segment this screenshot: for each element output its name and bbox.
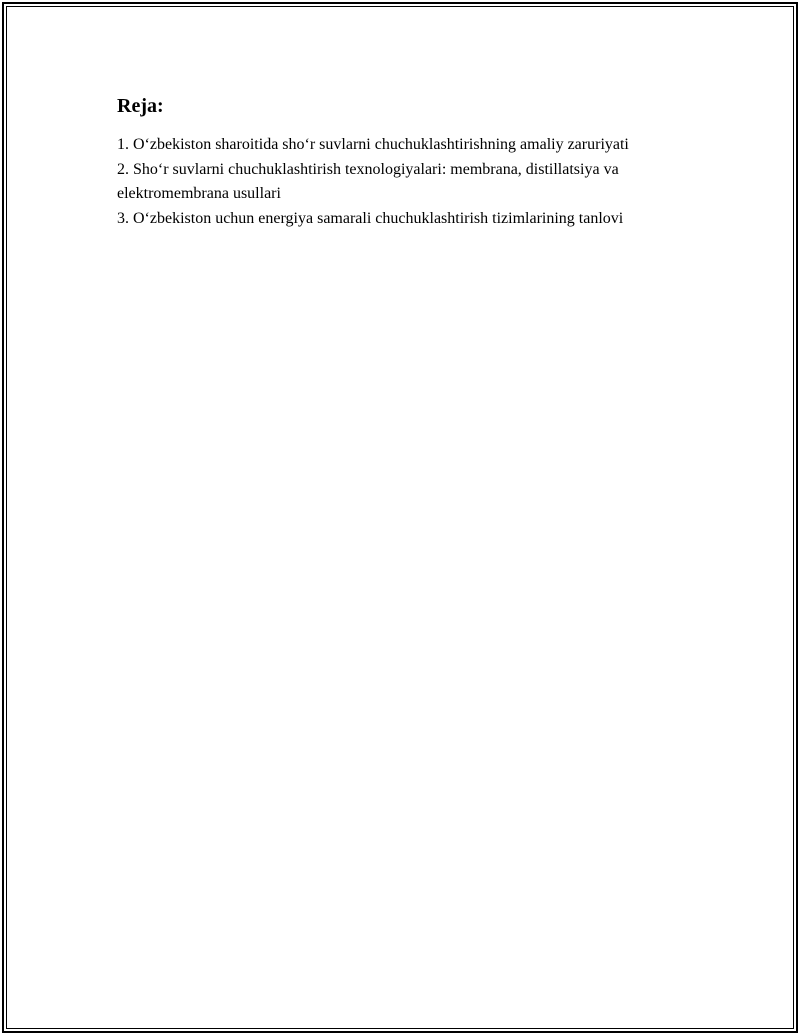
- plan-item-2: 2. Sho‘r suvlarni chuchuklashtirish texnologiyalari: membrana, distillatsiya va elektromembrana usullari: [117, 160, 619, 202]
- document-body: [117, 94, 687, 231]
- plan-item-3: 3. O‘zbekiston uchun energiya samarali chuchuklashtirish tizimlarining tanlovi: [117, 209, 624, 227]
- plan-heading: Reja:: [117, 95, 164, 117]
- plan-list: [117, 133, 687, 231]
- plan-item-1: 1. O‘zbekiston sharoitida sho‘r suvlarni chuchuklashtirishning amaliy zaruriyati: [117, 136, 629, 153]
